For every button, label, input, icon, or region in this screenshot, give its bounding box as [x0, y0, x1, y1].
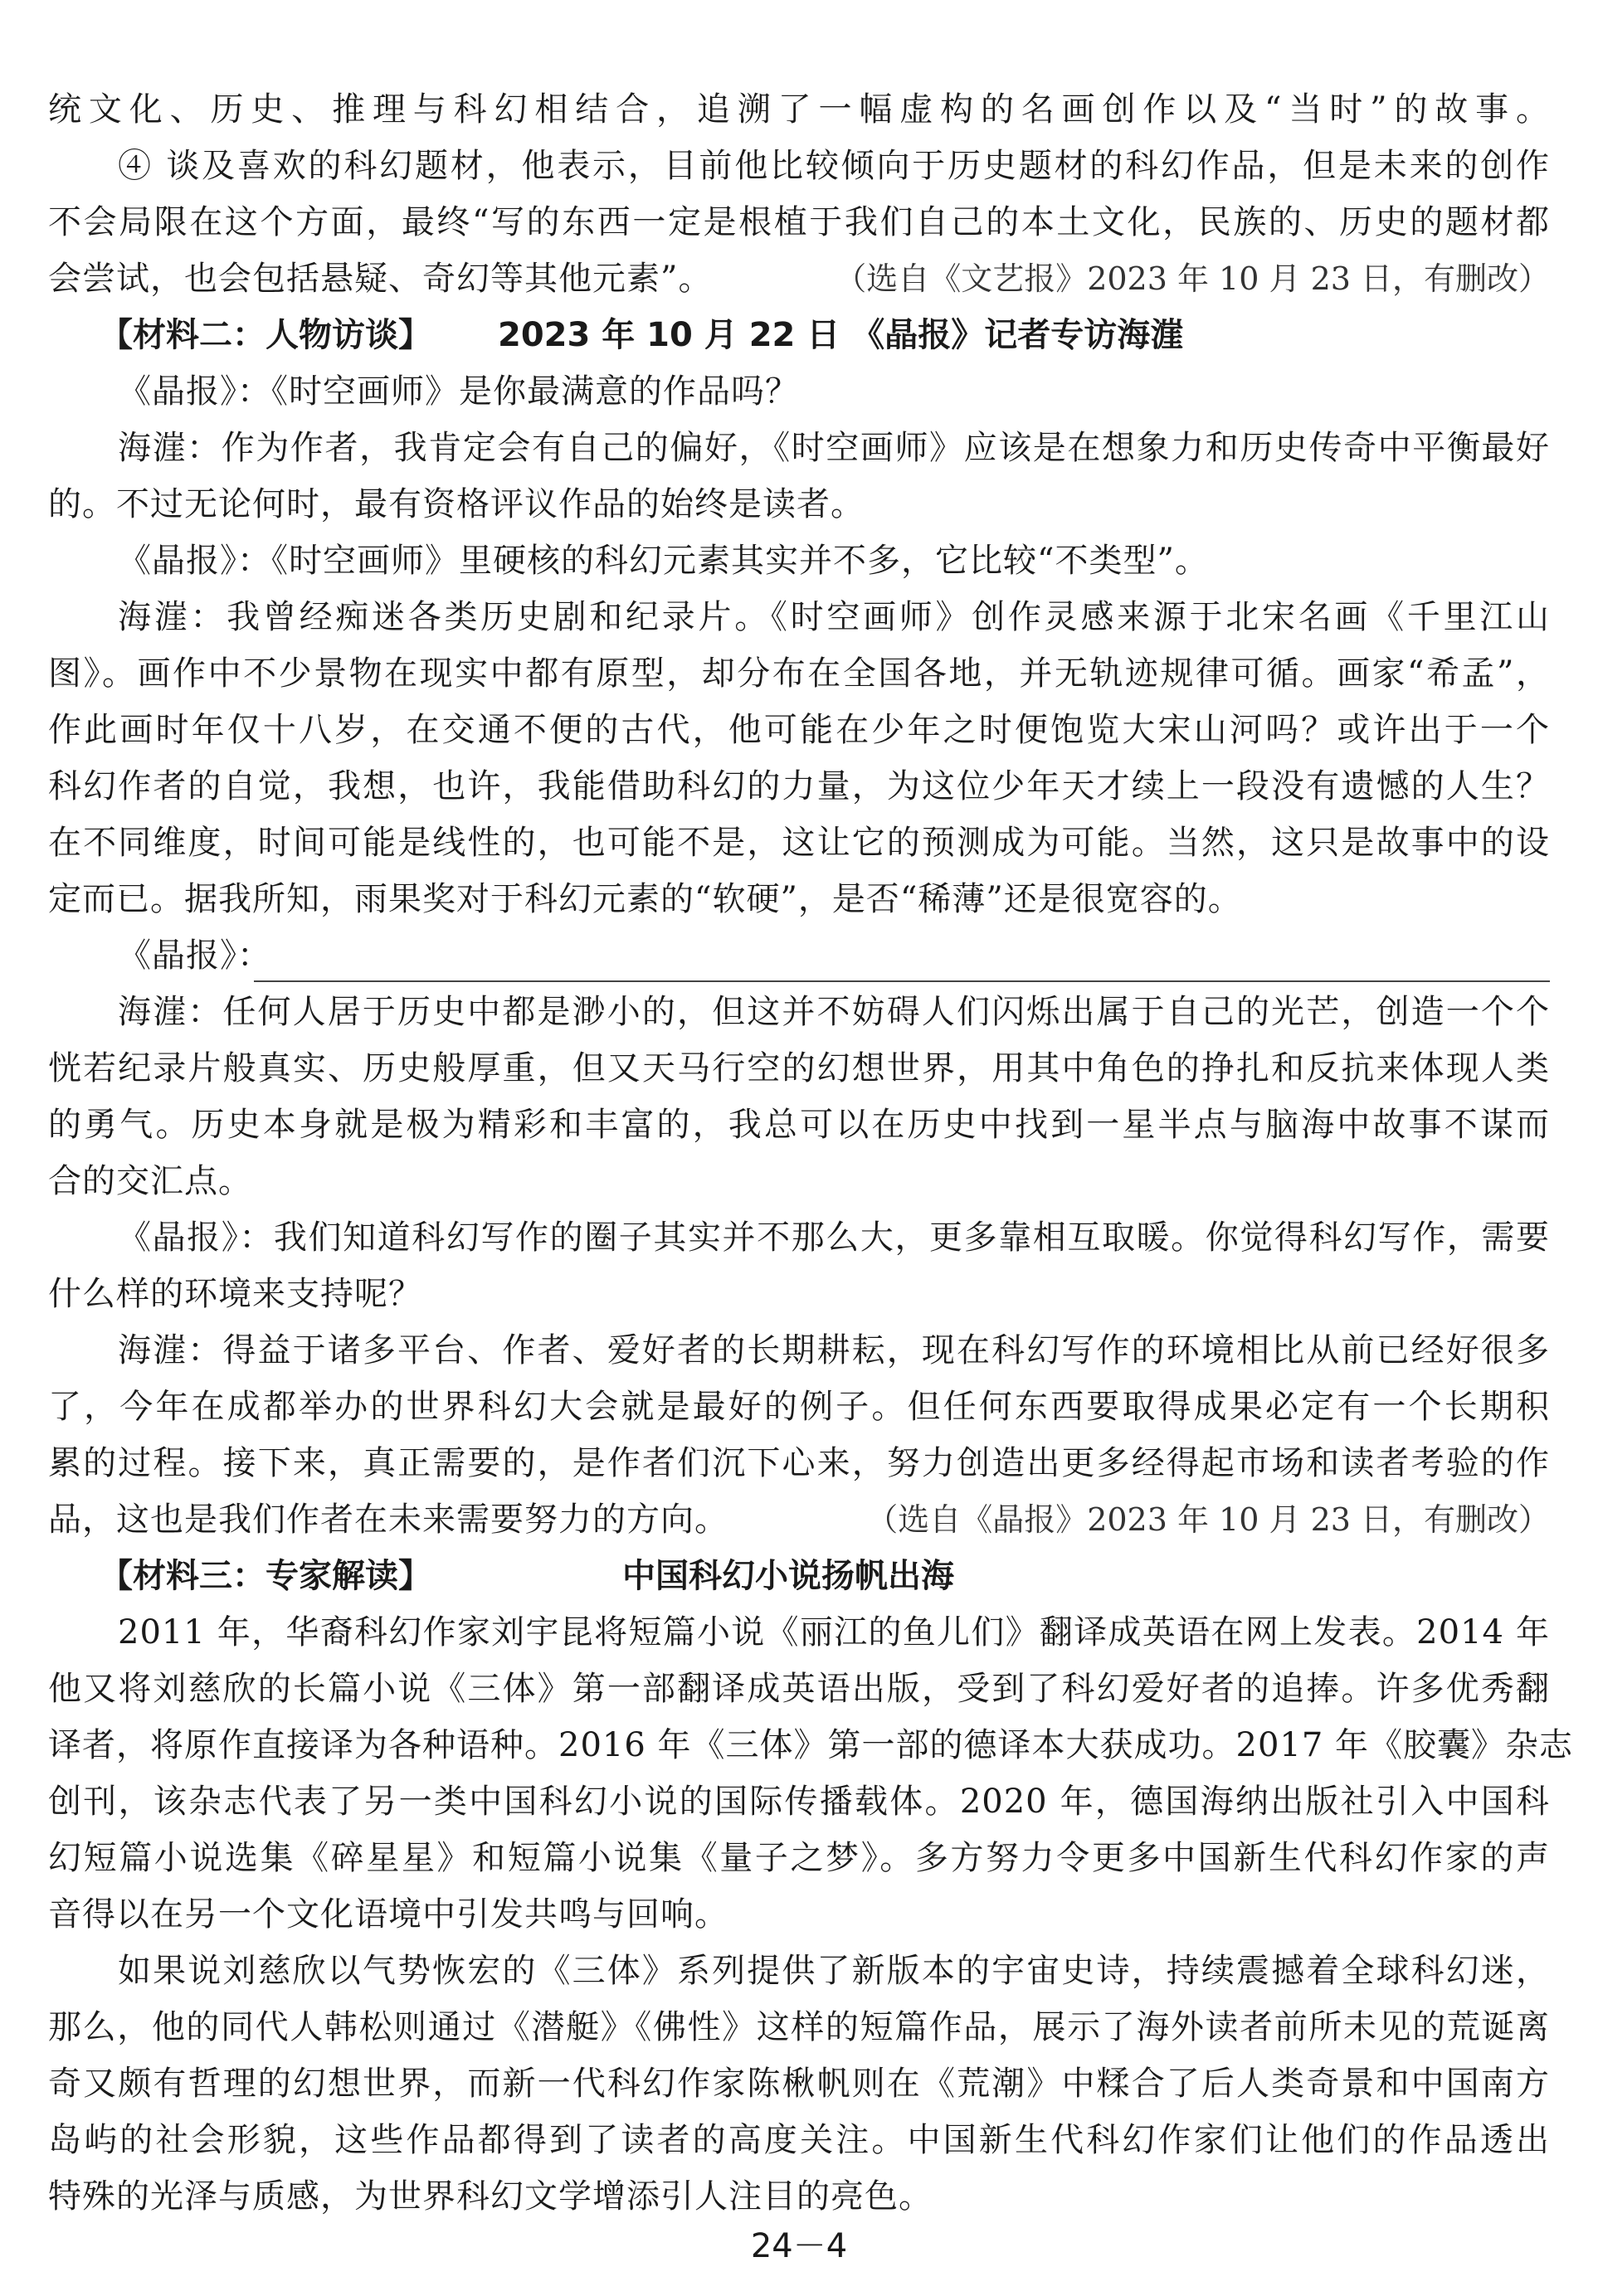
text-line: 什么样的环境来支持呢？: [48, 1275, 422, 1313]
text-line: 不会局限在这个方面，最终“写的东西一定是根植于我们自己的本土文化，民族的、历史的题材都: [48, 203, 1550, 241]
text-line: 定而已。据我所知，雨果奖对于科幻元素的“软硬”，是否“稀薄”还是很宽容的。: [48, 880, 1242, 918]
text-line: 科幻作者的自觉，我想，也许，我能借助科幻的力量，为这位少年天才续上一段没有遗憾的人生？: [48, 767, 1550, 805]
text-line: 幻短篇小说选集《碎星星》和短篇小说集《量子之梦》。多方努力令更多中国新生代科幻作家的声: [48, 1839, 1550, 1877]
text-line: 《晶报》：《时空画师》是你最满意的作品吗？: [118, 372, 799, 411]
text-line: 那么，他的同代人韩松则通过《潜艇》《佛性》这样的短篇作品，展示了海外读者前所未见的荒诞离: [48, 2008, 1550, 2046]
answer-blank-line[interactable]: [254, 980, 1550, 982]
text-line: 他又将刘慈欣的长篇小说《三体》第一部翻译成英语出版，受到了科幻爱好者的追捧。许多优秀翻: [48, 1670, 1550, 1708]
text-line: 《晶报》：《时空画师》里硬核的科幻元素其实并不多，它比较“不类型”。: [118, 542, 1209, 580]
text-line: 合的交汇点。: [48, 1162, 252, 1200]
text-line: 特殊的光泽与质感，为世界科幻文学增添引人注目的亮色。: [48, 2177, 933, 2216]
text-line: 品，这也是我们作者在未来需要努力的方向。: [48, 1501, 728, 1539]
section-label: 【材料二：人物访谈】: [100, 316, 431, 354]
text-line: 岛屿的社会形貌，这些作品都得到了读者的高度关注。中国新生代科幻作家们让他们的作品透出: [48, 2121, 1550, 2159]
text-line: 海漄：得益于诸多平台、作者、爱好者的长期耕耘，现在科幻写作的环境相比从前已经好很多: [118, 1331, 1550, 1369]
text-line: 音得以在另一个文化语境中引发共鸣与回响。: [48, 1895, 728, 1934]
page-number: 24－4: [750, 2227, 848, 2265]
text-line: 统文化、历史、推理与科幻相结合，追溯了一幅虚构的名画创作以及“当时”的故事。: [48, 90, 1550, 129]
text-line: 恍若纪录片般真实、历史般厚重，但又天马行空的幻想世界，用其中角色的挣扎和反抗来体现人类: [48, 1049, 1550, 1087]
text-line: 作此画时年仅十八岁，在交通不便的古代，他可能在少年之时便饱览大宋山河吗？或许出于一个: [48, 711, 1550, 749]
text-line: 译者，将原作直接译为各种语种。2016 年《三体》第一部的德译本大获成功。2017 年《胶囊》杂志: [48, 1726, 1574, 1764]
text-line: 《晶报》：: [118, 936, 271, 975]
source-citation: （选自《晶报》2023 年 10 月 23 日，有删改）: [866, 1501, 1550, 1538]
text-line: 会尝试，也会包括悬疑、奇幻等其他元素”。: [48, 260, 713, 298]
text-line: 的勇气。历史本身就是极为精彩和丰富的，我总可以在历史中找到一星半点与脑海中故事不谋而: [48, 1106, 1550, 1144]
text-line: 海漄：我曾经痴迷各类历史剧和纪录片。《时空画师》创作灵感来源于北宋名画《千里江山: [118, 598, 1550, 636]
text-line: 的。不过无论何时，最有资格评议作品的始终是读者。: [48, 485, 865, 523]
text-line: 海漄：任何人居于历史中都是渺小的，但这并不妨碍人们闪烁出属于自己的光芒，创造一个个: [118, 993, 1550, 1031]
section-title: 中国科幻小说扬帆出海: [622, 1557, 954, 1595]
text-line: ④ 谈及喜欢的科幻题材，他表示，目前他比较倾向于历史题材的科幻作品，但是未来的创作: [118, 147, 1550, 185]
text-line: 图》。画作中不少景物在现实中都有原型，却分布在全国各地，并无轨迹规律可循。画家“希孟”，: [48, 654, 1550, 693]
source-citation: （选自《文艺报》2023 年 10 月 23 日，有删改）: [835, 260, 1550, 297]
text-line: 创刊，该杂志代表了另一类中国科幻小说的国际传播载体。2020 年，德国海纳出版社引入中国科: [48, 1783, 1550, 1821]
text-line: 如果说刘慈欣以气势恢宏的《三体》系列提供了新版本的宇宙史诗，持续震撼着全球科幻迷，: [118, 1952, 1550, 1990]
section-title: 2023 年 10 月 22 日 《晶报》记者专访海漄: [498, 316, 1184, 354]
text-line: 累的过程。接下来，真正需要的，是作者们沉下心来，努力创造出更多经得起市场和读者考验的作: [48, 1444, 1550, 1482]
text-line: 《晶报》：我们知道科幻写作的圈子其实并不那么大，更多靠相互取暖。你觉得科幻写作，需要: [118, 1219, 1550, 1257]
text-line: 奇又颇有哲理的幻想世界，而新一代科幻作家陈楸帆则在《荒潮》中糅合了后人类奇景和中国南方: [48, 2065, 1550, 2103]
section-label: 【材料三：专家解读】: [100, 1557, 431, 1595]
text-line: 了，今年在成都举办的世界科幻大会就是最好的例子。但任何东西要取得成果必定有一个长期积: [48, 1388, 1550, 1426]
text-line: 在不同维度，时间可能是线性的，也可能不是，这让它的预测成为可能。当然，这只是故事中的设: [48, 824, 1550, 862]
text-line: 海漄：作为作者，我肯定会有自己的偏好，《时空画师》应该是在想象力和历史传奇中平衡最好: [118, 429, 1550, 467]
text-line: 2011 年，华裔科幻作家刘宇昆将短篇小说《丽江的鱼儿们》翻译成英语在网上发表。2014 年: [118, 1613, 1550, 1651]
